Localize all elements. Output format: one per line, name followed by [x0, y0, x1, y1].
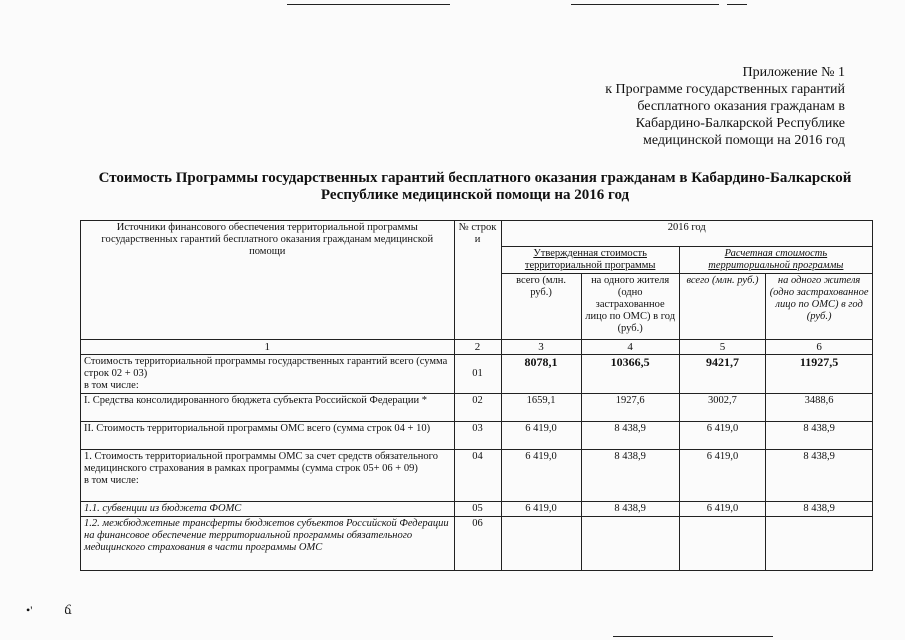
header-year: 2016 год: [501, 221, 872, 247]
cell-value: 3488,6: [766, 394, 873, 422]
header-total-estimated: всего (млн. руб.): [679, 274, 765, 340]
cell-value: 1927,6: [581, 394, 679, 422]
cell-value: 8 438,9: [581, 450, 679, 502]
table-row: [81, 422, 873, 450]
row-number: 03: [454, 422, 501, 450]
annex-line: бесплатного оказания гражданам в: [637, 99, 845, 114]
row-name: Стоимость территориальной программы государственных гарантий всего (сумма строк 02 + 03) в том числе:: [81, 355, 455, 394]
cell-value: 6 419,0: [679, 422, 765, 450]
margin-mark-left: •': [26, 603, 33, 617]
row-number: 04: [454, 450, 501, 502]
row-name: II. Стоимость территориальной программы ОМС всего (сумма строк 04 + 10): [81, 422, 455, 450]
bottom-rule: [613, 636, 773, 637]
header-approved: Утвержденная стоимость территориальной программы: [501, 247, 679, 274]
top-rule-left: [287, 4, 450, 5]
cell-value: 9421,7: [679, 355, 765, 394]
col-number: 6: [766, 340, 873, 355]
annex-line: к Программе государственных гарантий: [605, 82, 845, 97]
cell-value: 8 438,9: [766, 422, 873, 450]
cell-value: 1659,1: [501, 394, 581, 422]
cell-value: 8 438,9: [581, 422, 679, 450]
annex-line: медицинской помощи на 2016 год: [643, 133, 845, 148]
annex-line: Кабардино-Балкарской Республике: [635, 116, 845, 131]
annex-line: Приложение № 1: [742, 65, 845, 80]
table-row: [81, 355, 873, 394]
col-number: 2: [454, 340, 501, 355]
cell-value: 8 438,9: [766, 450, 873, 502]
cell-value: 6 419,0: [501, 502, 581, 517]
cell-value: 10366,5: [581, 355, 679, 394]
col-number: 4: [581, 340, 679, 355]
header-total-approved: всего (млн. руб.): [501, 274, 581, 340]
header-row-number: № строк и: [454, 221, 501, 340]
row-number: 06: [454, 517, 501, 571]
title-line-1: Стоимость Программы государственных гарантий бесплатного оказания гражданам в Кабардино-Балкарской: [98, 170, 852, 186]
cell-value: [766, 517, 873, 571]
col-number: 5: [679, 340, 765, 355]
row-sub: в том числе:: [84, 475, 139, 486]
cell-value: 6 419,0: [679, 450, 765, 502]
margin-mark-right: ճ: [64, 603, 72, 617]
col-number: 3: [501, 340, 581, 355]
row-name: 1. Стоимость территориальной программы ОМС за счет средств обязательного медицинского страхования в рамках программы (сумма строк 05+ 06 + 09) в том числе:: [81, 450, 455, 502]
table-row: [81, 502, 873, 517]
table-row: [81, 450, 873, 502]
cell-value: 6 419,0: [501, 422, 581, 450]
row-name: 1.1. субвенции из бюджета ФОМС: [81, 502, 455, 517]
cell-value: 6 419,0: [501, 450, 581, 502]
row-number: 05: [454, 502, 501, 517]
header-source: Источники финансового обеспечения территориальной программы государственных гарантий бесплатного оказания гражданам медицинской помощи: [81, 221, 455, 340]
row-number: 02: [454, 394, 501, 422]
document-title: [60, 170, 890, 204]
annex-block: [605, 64, 845, 149]
table-row: [81, 394, 873, 422]
cell-value: 8 438,9: [766, 502, 873, 517]
cell-value: 11927,5: [766, 355, 873, 394]
top-rule-right: [571, 4, 719, 5]
cell-value: [679, 517, 765, 571]
cell-value: 6 419,0: [679, 502, 765, 517]
row-name: I. Средства консолидированного бюджета субъекта Российской Федерации *: [81, 394, 455, 422]
cell-value: 8 438,9: [581, 502, 679, 517]
cell-value: 8078,1: [501, 355, 581, 394]
header-per-capita-approved: на одного жителя (одно застрахованное лицо по ОМС) в год (руб.): [581, 274, 679, 340]
header-estimated: Расчетная стоимость территориальной программы: [679, 247, 872, 274]
cell-value: [581, 517, 679, 571]
title-line-2: Республике медицинской помощи на 2016 год: [320, 187, 630, 203]
row-name: 1.2. межбюджетные трансферты бюджетов субъектов Российской Федерации на финансовое обеспечение территориальной программы обязательного медицинского страхования в части программы ОМС: [81, 517, 455, 571]
header-per-capita-estimated: на одного жителя (одно застрахованное лицо по ОМС) в год (руб.): [766, 274, 873, 340]
cell-value: 3002,7: [679, 394, 765, 422]
row-sub: в том числе:: [84, 380, 139, 391]
top-rule-tail: [727, 4, 747, 5]
col-number: 1: [81, 340, 455, 355]
table-row: [81, 517, 873, 571]
cell-value: [501, 517, 581, 571]
row-number: 01: [454, 355, 501, 394]
cost-table: [80, 220, 873, 571]
